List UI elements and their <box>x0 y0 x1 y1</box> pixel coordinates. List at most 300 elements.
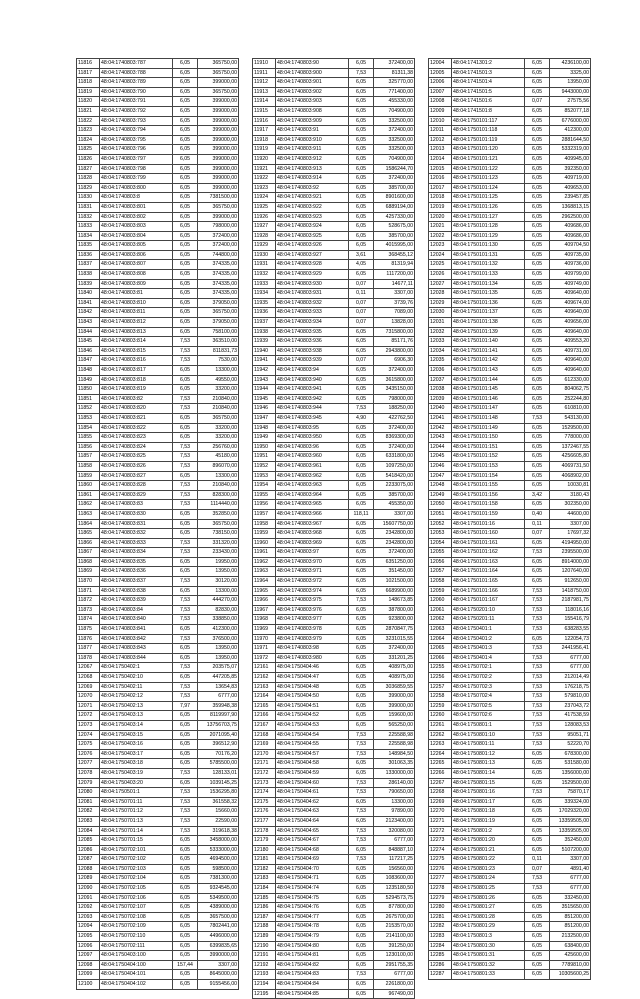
rate-value: 6,05 <box>525 951 550 961</box>
cadastral-number: 48:04:1740803:793 <box>100 116 173 126</box>
cadastral-number: 48:04:1740803:814 <box>100 337 173 347</box>
row-number: 12162 <box>253 673 276 683</box>
table-row <box>77 308 239 318</box>
rate-value: 4,90 <box>349 413 374 423</box>
amount-value: 610810,00 <box>550 404 591 414</box>
rate-value: 118,11 <box>349 509 374 519</box>
rate-value: 6,05 <box>525 202 550 212</box>
cadastral-number: 48:04:1750702:106 <box>100 893 173 903</box>
rate-value: 7,53 <box>173 682 198 692</box>
row-number: 11826 <box>77 154 100 164</box>
rate-value: 6,05 <box>349 375 374 385</box>
row-number: 12012 <box>429 135 452 145</box>
row-number: 11932 <box>253 270 276 280</box>
row-number: 12057 <box>429 567 452 577</box>
table-row <box>77 413 239 423</box>
table-row <box>253 759 415 769</box>
amount-value: 365750,00 <box>198 59 239 69</box>
row-number: 12179 <box>253 836 276 846</box>
row-number: 11972 <box>253 653 276 663</box>
table-row <box>77 951 239 961</box>
amount-value: 392350,00 <box>550 164 591 174</box>
amount-value: 332500,00 <box>374 116 415 126</box>
table-row <box>253 183 415 193</box>
table-column-1 <box>76 58 237 990</box>
table-row <box>429 634 591 644</box>
amount-value: 7381300,00 <box>198 874 239 884</box>
rate-value: 6,05 <box>349 701 374 711</box>
amount-value: 399000,00 <box>198 78 239 88</box>
amount-value: 2342800,00 <box>374 529 415 539</box>
row-number: 12017 <box>429 183 452 193</box>
cadastral-number: 48:04:1740803:972 <box>276 577 349 587</box>
row-number: 11878 <box>77 653 100 663</box>
rate-value: 6,05 <box>349 951 374 961</box>
table-row <box>253 78 415 88</box>
rate-value: 6,05 <box>525 356 550 366</box>
table-row <box>253 711 415 721</box>
table-row <box>429 749 591 759</box>
row-number: 12069 <box>77 682 100 692</box>
cadastral-number: 48:04:1750101:123 <box>452 174 525 184</box>
rate-value: 6,05 <box>173 951 198 961</box>
table-row <box>253 106 415 116</box>
rate-value: 6,05 <box>349 154 374 164</box>
rate-value: 6,05 <box>349 442 374 452</box>
row-number: 12010 <box>429 116 452 126</box>
amount-value: 17029320,00 <box>550 807 591 817</box>
row-number: 12164 <box>253 692 276 702</box>
rate-value: 7,53 <box>349 596 374 606</box>
rate-value: 6,05 <box>173 241 198 251</box>
amount-value: 828300,00 <box>198 490 239 500</box>
cadastral-number: 48:04:1750101:166 <box>452 586 525 596</box>
rate-value: 7,53 <box>173 346 198 356</box>
row-number: 12055 <box>429 548 452 558</box>
row-number: 12006 <box>429 78 452 88</box>
row-number: 12270 <box>429 807 452 817</box>
rate-value: 6,05 <box>349 87 374 97</box>
table-row <box>253 788 415 798</box>
row-number: 12269 <box>429 797 452 807</box>
amount-value: 758100,00 <box>198 327 239 337</box>
amount-value: 13950,00 <box>198 653 239 663</box>
rate-value: 6,05 <box>349 644 374 654</box>
amount-value: 374335,00 <box>198 279 239 289</box>
amount-value: 2153570,00 <box>374 922 415 932</box>
rate-value: 6,05 <box>349 135 374 145</box>
rate-value: 6,05 <box>349 471 374 481</box>
cadastral-number: 48:04:1740803:932 <box>276 298 349 308</box>
table-row <box>77 222 239 232</box>
row-number: 12091 <box>77 893 100 903</box>
cadastral-number: 48:04:1750801:19 <box>452 816 525 826</box>
cadastral-number: 48:04:1740803:792 <box>100 106 173 116</box>
cadastral-number: 48:04:1740803:91 <box>276 126 349 136</box>
cadastral-number: 48:04:1750101:16 <box>452 519 525 529</box>
table-row <box>77 816 239 826</box>
cadastral-number: 48:04:1750404:80 <box>276 941 349 951</box>
amount-value: 210840,00 <box>198 404 239 414</box>
amount-value: 331320,00 <box>198 538 239 548</box>
amount-value: 10030,81 <box>550 481 591 491</box>
cadastral-number: 48:04:1740803:924 <box>276 222 349 232</box>
cadastral-number: 48:04:1750101:141 <box>452 346 525 356</box>
amount-value: 365750,00 <box>198 202 239 212</box>
cadastral-number: 48:04:1740803:840 <box>100 615 173 625</box>
cadastral-number: 48:04:1740803:965 <box>276 500 349 510</box>
cadastral-number: 48:04:1740803:810 <box>100 298 173 308</box>
row-number: 11958 <box>253 519 276 529</box>
table-row <box>429 154 591 164</box>
row-number: 11938 <box>253 327 276 337</box>
cadastral-number: 48:04:1750404:63 <box>276 807 349 817</box>
row-number: 11816 <box>77 59 100 69</box>
cadastral-number: 48:04:1750702:101 <box>100 845 173 855</box>
amount-value: 13828,00 <box>374 318 415 328</box>
amount-value: 399000,00 <box>198 135 239 145</box>
cadastral-number: 48:04:1740803:963 <box>276 481 349 491</box>
row-number: 12168 <box>253 730 276 740</box>
rate-value: 6,05 <box>525 481 550 491</box>
row-number: 12094 <box>77 922 100 932</box>
table-row <box>253 663 415 673</box>
table-row <box>429 471 591 481</box>
cadastral-number: 48:04:1740803:978 <box>276 625 349 635</box>
cadastral-number: 48:04:1750101:153 <box>452 461 525 471</box>
rate-value: 6,05 <box>173 932 198 942</box>
row-number: 11952 <box>253 461 276 471</box>
table-row <box>253 500 415 510</box>
table-row <box>429 87 591 97</box>
table-row <box>77 855 239 865</box>
row-number: 12267 <box>429 778 452 788</box>
table-row <box>429 759 591 769</box>
cadastral-number: 48:04:1750404:57 <box>276 749 349 759</box>
rate-value: 6,05 <box>173 183 198 193</box>
row-number: 12271 <box>429 816 452 826</box>
amount-value: 372400,00 <box>374 423 415 433</box>
row-number: 12015 <box>429 164 452 174</box>
cadastral-number: 48:04:1750801:11 <box>452 740 525 750</box>
row-number: 11830 <box>77 193 100 203</box>
amount-value: 528675,00 <box>374 222 415 232</box>
row-number: 11948 <box>253 423 276 433</box>
cadastral-number: 48:04:1750402:11 <box>100 682 173 692</box>
cadastral-number: 48:04:1750801:10 <box>452 730 525 740</box>
row-number: 12089 <box>77 874 100 884</box>
cadastral-number: 48:04:1740803:805 <box>100 241 173 251</box>
row-number: 11925 <box>253 202 276 212</box>
row-number: 12262 <box>429 730 452 740</box>
table-row <box>429 183 591 193</box>
rate-value: 6,05 <box>349 183 374 193</box>
table-row <box>429 106 591 116</box>
table-row <box>253 135 415 145</box>
cadastral-number: 48:04:1740803:960 <box>276 452 349 462</box>
row-number: 11951 <box>253 452 276 462</box>
rate-value: 6,05 <box>349 577 374 587</box>
row-number: 11836 <box>77 250 100 260</box>
amount-value: 804062,75 <box>550 385 591 395</box>
amount-value: 4891,40 <box>550 864 591 874</box>
amount-value: 1536295,80 <box>198 788 239 798</box>
amount-value: 14677,11 <box>374 279 415 289</box>
rate-value: 6,05 <box>349 567 374 577</box>
table-row <box>77 682 239 692</box>
table-row <box>429 231 591 241</box>
table-row <box>253 586 415 596</box>
amount-value: 3307,00 <box>550 519 591 529</box>
table-row <box>77 318 239 328</box>
amount-value: 2187981,75 <box>550 596 591 606</box>
amount-value: 399000,00 <box>374 701 415 711</box>
rate-value: 6,05 <box>173 970 198 980</box>
cadastral-number: 48:04:1750101:160 <box>452 529 525 539</box>
rate-value: 7,53 <box>525 730 550 740</box>
amount-value: 3515650,00 <box>550 903 591 913</box>
cadastral-number: 48:04:1741501:4 <box>452 78 525 88</box>
cadastral-number: 48:04:1741501:6 <box>452 97 525 107</box>
cadastral-number: 48:04:1750101:119 <box>452 135 525 145</box>
table-row <box>77 874 239 884</box>
rate-value: 6,05 <box>173 375 198 385</box>
table-row <box>429 500 591 510</box>
row-number: 12096 <box>77 941 100 951</box>
row-number: 11825 <box>77 145 100 155</box>
table-row <box>77 826 239 836</box>
row-number: 12095 <box>77 932 100 942</box>
table-row <box>77 788 239 798</box>
cadastral-number: 48:04:1750101:120 <box>452 145 525 155</box>
row-number: 12185 <box>253 893 276 903</box>
row-number: 12076 <box>77 749 100 759</box>
amount-value: 379050,00 <box>198 298 239 308</box>
rate-value: 6,05 <box>525 250 550 260</box>
table-row <box>253 989 415 999</box>
row-number: 12187 <box>253 912 276 922</box>
table-row <box>253 749 415 759</box>
rate-value: 6,05 <box>349 394 374 404</box>
row-number: 11864 <box>77 519 100 529</box>
rate-value: 6,05 <box>349 893 374 903</box>
table-row <box>77 394 239 404</box>
rate-value: 6,05 <box>349 500 374 510</box>
amount-value: 877800,00 <box>374 903 415 913</box>
cadastral-number: 48:04:1740803:971 <box>276 567 349 577</box>
rate-value: 6,05 <box>525 893 550 903</box>
row-number: 12023 <box>429 241 452 251</box>
amount-value: 6906,30 <box>374 356 415 366</box>
table-row <box>429 461 591 471</box>
amount-value: 75870,17 <box>550 788 591 798</box>
table-row <box>77 174 239 184</box>
cadastral-number: 48:04:1750101:124 <box>452 183 525 193</box>
rate-value: 6,05 <box>173 653 198 663</box>
cadastral-number: 48:04:1750801:32 <box>452 960 525 970</box>
table-row <box>77 289 239 299</box>
table-row <box>253 625 415 635</box>
cadastral-number: 48:04:1750404:64 <box>276 816 349 826</box>
row-number: 12038 <box>429 385 452 395</box>
amount-value: 4694500,00 <box>198 855 239 865</box>
rate-value: 6,05 <box>173 529 198 539</box>
cadastral-number: 48:04:1740803:926 <box>276 241 349 251</box>
cadastral-number: 48:04:1740803:98 <box>276 644 349 654</box>
cadastral-number: 48:04:1740803:944 <box>276 404 349 414</box>
amount-value: 1368813,15 <box>550 202 591 212</box>
cadastral-number: 48:04:1750404:50 <box>276 692 349 702</box>
cadastral-number: 48:04:1740803:96 <box>276 442 349 452</box>
table-row <box>429 375 591 385</box>
cadastral-number: 48:04:1740803:931 <box>276 289 349 299</box>
rate-value: 6,05 <box>173 116 198 126</box>
amount-value: 210840,00 <box>198 394 239 404</box>
amount-value: 286140,00 <box>374 778 415 788</box>
row-number: 11934 <box>253 289 276 299</box>
cadastral-number: 48:04:1740803:818 <box>100 375 173 385</box>
row-number: 12074 <box>77 730 100 740</box>
cadastral-number: 48:04:1750404:61 <box>276 788 349 798</box>
table-row <box>253 673 415 683</box>
cadastral-number: 48:04:1750403:19 <box>100 768 173 778</box>
rate-value: 6,05 <box>525 903 550 913</box>
amount-value: 97890,00 <box>374 807 415 817</box>
row-number: 11943 <box>253 375 276 385</box>
row-number: 12024 <box>429 250 452 260</box>
table-row <box>429 423 591 433</box>
row-number: 12064 <box>429 634 452 644</box>
table-row <box>77 673 239 683</box>
amount-value: 3180,43 <box>550 490 591 500</box>
cadastral-number: 48:04:1750801:16 <box>452 788 525 798</box>
amount-value: 399000,00 <box>198 106 239 116</box>
table-row <box>253 193 415 203</box>
cadastral-number: 48:04:1750404:81 <box>276 951 349 961</box>
rate-value: 7,53 <box>349 788 374 798</box>
cadastral-number: 48:04:1750801:23 <box>452 864 525 874</box>
row-number: 12084 <box>77 826 100 836</box>
rate-value: 6,05 <box>525 222 550 232</box>
rate-value: 7,53 <box>173 461 198 471</box>
row-number: 12052 <box>429 519 452 529</box>
cadastral-number: 48:04:1750404:82 <box>276 960 349 970</box>
rate-value: 6,05 <box>525 932 550 942</box>
table-row <box>429 346 591 356</box>
amount-value: 3657500,00 <box>198 912 239 922</box>
rate-value: 6,05 <box>525 442 550 452</box>
cadastral-number: 48:04:1750101:155 <box>452 481 525 491</box>
amount-value: 2441956,41 <box>550 644 591 654</box>
table-row <box>77 164 239 174</box>
row-number: 11946 <box>253 404 276 414</box>
row-number: 11941 <box>253 356 276 366</box>
cadastral-number: 48:04:1740803:824 <box>100 442 173 452</box>
amount-value: 3325,00 <box>550 68 591 78</box>
row-number: 12048 <box>429 481 452 491</box>
row-number: 12051 <box>429 509 452 519</box>
row-number: 12180 <box>253 845 276 855</box>
rate-value: 6,05 <box>525 337 550 347</box>
rate-value: 6,05 <box>349 759 374 769</box>
cadastral-number: 48:04:1740803:802 <box>100 212 173 222</box>
cadastral-number: 48:04:1750101:167 <box>452 596 525 606</box>
amount-value: 455330,00 <box>374 97 415 107</box>
amount-value: 409674,00 <box>550 298 591 308</box>
amount-value: 6777,00 <box>198 692 239 702</box>
cadastral-number: 48:04:1750404:85 <box>276 989 349 999</box>
table-row <box>429 97 591 107</box>
rate-value: 6,05 <box>525 135 550 145</box>
table-row <box>77 404 239 414</box>
table-row <box>429 337 591 347</box>
table-row <box>77 433 239 443</box>
rate-value: 6,05 <box>525 126 550 136</box>
row-number: 11847 <box>77 356 100 366</box>
rate-value: 6,05 <box>525 922 550 932</box>
data-table-3 <box>428 58 591 980</box>
table-row <box>429 625 591 635</box>
cadastral-number: 48:04:1750801:25 <box>452 884 525 894</box>
rate-value: 6,05 <box>349 557 374 567</box>
table-row <box>77 980 239 990</box>
amount-value: 81311,38 <box>374 68 415 78</box>
table-row <box>253 807 415 817</box>
amount-value: 3615800,00 <box>374 375 415 385</box>
cadastral-number: 48:04:1740803:922 <box>276 202 349 212</box>
rate-value: 6,05 <box>349 615 374 625</box>
amount-value: 409719,00 <box>550 174 591 184</box>
cadastral-number: 48:04:1740803:966 <box>276 509 349 519</box>
table-row <box>77 250 239 260</box>
row-number: 11842 <box>77 308 100 318</box>
rate-value: 7,53 <box>525 673 550 683</box>
cadastral-number: 48:04:1740803:964 <box>276 490 349 500</box>
rate-value: 6,05 <box>349 932 374 942</box>
cadastral-number: 48:04:1750701:12 <box>100 807 173 817</box>
cadastral-number: 48:04:1740803:921 <box>276 193 349 203</box>
amount-value: 372400,00 <box>374 174 415 184</box>
row-number: 12066 <box>429 653 452 663</box>
table-row <box>429 692 591 702</box>
row-number: 11945 <box>253 394 276 404</box>
table-row <box>77 797 239 807</box>
rate-value: 6,05 <box>349 768 374 778</box>
rate-value: 6,05 <box>525 260 550 270</box>
row-number: 12028 <box>429 289 452 299</box>
row-number: 12194 <box>253 980 276 990</box>
cadastral-number: 48:04:1750801:27 <box>452 903 525 913</box>
table-row <box>253 941 415 951</box>
rate-value: 6,05 <box>349 202 374 212</box>
amount-value: 399000,00 <box>374 692 415 702</box>
row-number: 12173 <box>253 778 276 788</box>
amount-value: 409640,00 <box>550 327 591 337</box>
table-row <box>77 193 239 203</box>
table-row <box>429 366 591 376</box>
amount-value: 159600,00 <box>374 711 415 721</box>
table-row <box>253 845 415 855</box>
cadastral-number: 48:04:1740803:790 <box>100 87 173 97</box>
amount-value: 399000,00 <box>198 183 239 193</box>
table-row <box>253 509 415 519</box>
cadastral-number: 48:04:1740803:961 <box>276 461 349 471</box>
row-number: 12025 <box>429 260 452 270</box>
cadastral-number: 48:04:1740803:913 <box>276 164 349 174</box>
table-row <box>429 893 591 903</box>
row-number: 12063 <box>429 625 452 635</box>
table-row <box>429 922 591 932</box>
